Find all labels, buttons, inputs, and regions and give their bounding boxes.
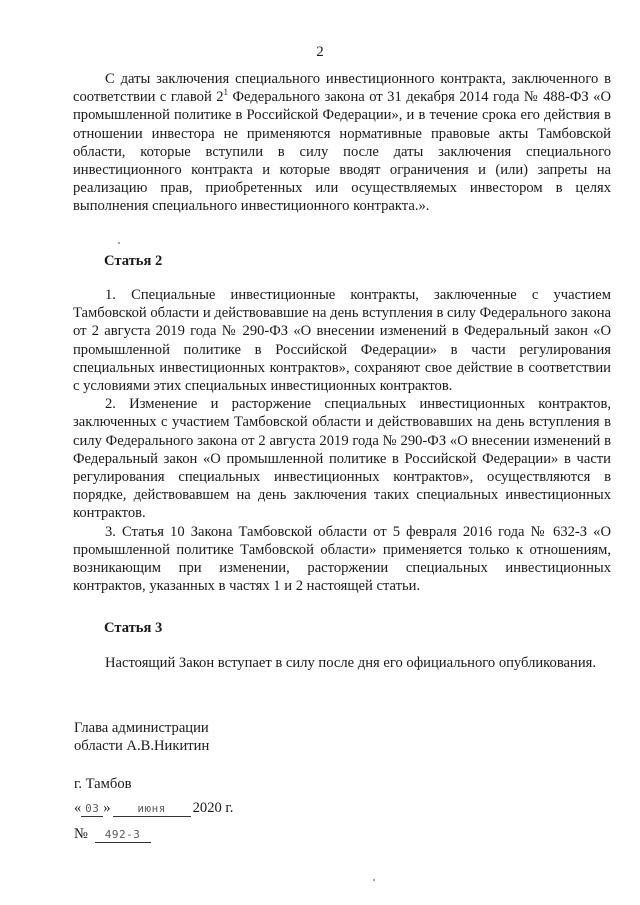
intro-superscript: 1 bbox=[223, 87, 229, 98]
place-of-signing: г. Тамбов bbox=[74, 776, 132, 792]
article2-paragraph-3: 3. Статья 10 Закона Тамбовской области от 5 февраля 2016 года № 632-З «О промышленной политике Тамбовской области» применяется только к отношениям, возникающим при изменении, расторжении специальных инвестиционных контрактов, указанных в частях 1 и 2 настоящей статьи. bbox=[73, 523, 611, 595]
signature-block bbox=[74, 719, 209, 755]
article3-heading: Статья 3 bbox=[104, 620, 163, 636]
date-close-quote: » bbox=[103, 800, 111, 816]
scan-speck bbox=[373, 879, 375, 881]
article2-heading: Статья 2 bbox=[104, 253, 163, 269]
intro-paragraph bbox=[73, 70, 611, 216]
article3-body bbox=[73, 654, 611, 672]
article2-paragraph-2: 2. Изменение и расторжение специальных инвестиционных контрактов, заключенных с участием Тамбовской области и действовавших на день вступления в силу Федерального закона от 2 августа 2019 года № 290-ФЗ «О внесении изменений в Федеральный закон «О промышленной политике в Российской Федерации» в части регулирования специальных инвестиционных контрактов», осуществляются в порядке, действовавшем на день заключения таких специальных инвестиционных контрактов. bbox=[73, 396, 611, 522]
intro-text-part1: С даты заключения специального инвестиционного контракта, заключенного в соответствии с главой 2 bbox=[73, 71, 611, 106]
law-number-sign: № bbox=[74, 826, 88, 842]
article2-paragraph-1: 1. Специальные инвестиционные контракты, заключенные с участием Тамбовской области и действовавшие на день вступления в силу Федерального закона от 2 августа 2019 года № 290-ФЗ «О внесении изменений в Федеральный закон «О промышленной политике в Российской Федерации» в части регулирования специальных инвестиционных контрактов», сохраняют свое действие в соответствии с условиями этих специальных инвестиционных контрактов. bbox=[73, 287, 611, 395]
date-month: июня bbox=[113, 802, 191, 817]
date-open-quote: « bbox=[74, 800, 82, 816]
article2-body bbox=[73, 286, 611, 595]
scan-speck bbox=[118, 242, 120, 244]
law-number-line bbox=[74, 826, 151, 843]
page-number: 2 bbox=[316, 44, 324, 60]
date-day: 03 bbox=[81, 802, 103, 817]
law-number-value: 492-З bbox=[95, 828, 151, 843]
signature-title: Глава администрации bbox=[74, 720, 209, 736]
intro-paragraph-block bbox=[73, 70, 611, 216]
date-line bbox=[74, 800, 233, 817]
signature-name: области А.В.Никитин bbox=[74, 738, 210, 754]
article3-paragraph-1: Настоящий Закон вступает в силу после дня его официального опубликования. bbox=[105, 655, 596, 671]
intro-text-part2: Федерального закона от 31 декабря 2014 года № 488-ФЗ «О промышленной политике в Российской Федерации», и в течение срока его действия в отношении инвестора не применяются нормативные правовые акты Тамбовской области, которые вступили в силу после даты заключения специального инвестиционного контракта и которые вводят ограничения и (или) запреты на реализацию прав, приобретенных или осуществляемых инвестором в целях выполнения специального инвестиционного контракта.». bbox=[73, 89, 611, 215]
date-year: 2020 г. bbox=[192, 800, 234, 816]
